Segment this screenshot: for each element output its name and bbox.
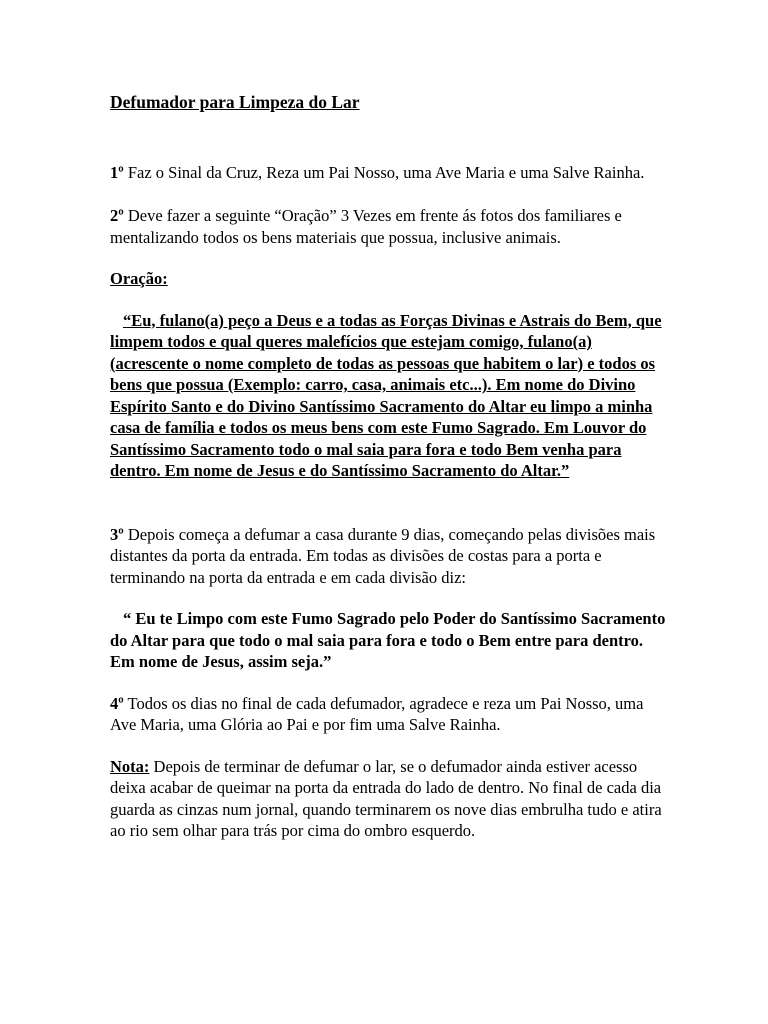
step-4-text: Todos os dias no final de cada defumador, agradece e reza um Pai Nosso, uma Ave Maria, uma Glória ao Pai e por fim uma Salve Rainha. <box>110 693 644 734</box>
oracao-prayer-text: “Eu, fulano(a) peço a Deus e a todas as Forças Divinas e Astrais do Bem, que limpem todos e qual queres malefícios que estejam comigo, fulano(a) (acrescente o nome completo de todas as pessoas que habitem o lar) e todos os bens que possua (Exemplo: carro, casa, animais etc...). Em nome do Divino Espírito Santo e do Divino Santíssimo Sacramento do Altar eu limpo a minha casa de família e todos os meus bens com este Fumo Sagrado. Em Louvor do Santíssimo Sacramento todo o mal saia para fora e todo Bem venha para dentro. Em nome de Jesus e do Santíssimo Sacramento do Altar.” <box>110 310 662 480</box>
step-2-paragraph <box>110 205 670 248</box>
document-page <box>110 92 670 842</box>
step-2-number: 2º <box>110 206 124 225</box>
step-1-paragraph <box>110 162 670 184</box>
step-1-number: 1º <box>110 162 124 182</box>
step-2-text: Deve fazer a seguinte “Oração” 3 Vezes em frente ás fotos dos familiares e mentalizando todos os bens materiais que possua, inclusive animais. <box>110 206 622 247</box>
cleansing-quote: “ Eu te Limpo com este Fumo Sagrado pelo Poder do Santíssimo Sacramento do Altar para que todo o mal saia para fora e todo o Bem entre para dentro. Em nome de Jesus, assim seja.” <box>110 609 666 671</box>
step-1-text: Faz o Sinal da Cruz, Reza um Pai Nosso, uma Ave Maria e uma Salve Rainha. <box>123 162 645 182</box>
nota-label: Nota: <box>110 756 150 776</box>
step-4-paragraph <box>110 693 670 736</box>
nota-text: Depois de terminar de defumar o lar, se o defumador ainda estiver acesso deixa acabar de queimar na porta da entrada do lado de dentro. No final de cada dia guarda as cinzas num jornal, quando terminarem os nove dias embrulha tudo e atira ao rio sem olhar para trás por cima do ombro esquerdo. <box>110 756 662 840</box>
nota-paragraph <box>110 756 670 842</box>
oracao-heading: Oração: <box>110 269 168 288</box>
step-3-number: 3º <box>110 524 124 544</box>
document-title: Defumador para Limpeza do Lar <box>110 92 360 112</box>
step-3-paragraph <box>110 524 670 589</box>
step-4-number: 4º <box>110 693 124 713</box>
step-3-text: Depois começa a defumar a casa durante 9 dias, começando pelas divisões mais distantes da porta da entrada. Em todas as divisões de costas para a porta e terminando na porta da entrada e em cada divisão diz: <box>110 524 656 587</box>
